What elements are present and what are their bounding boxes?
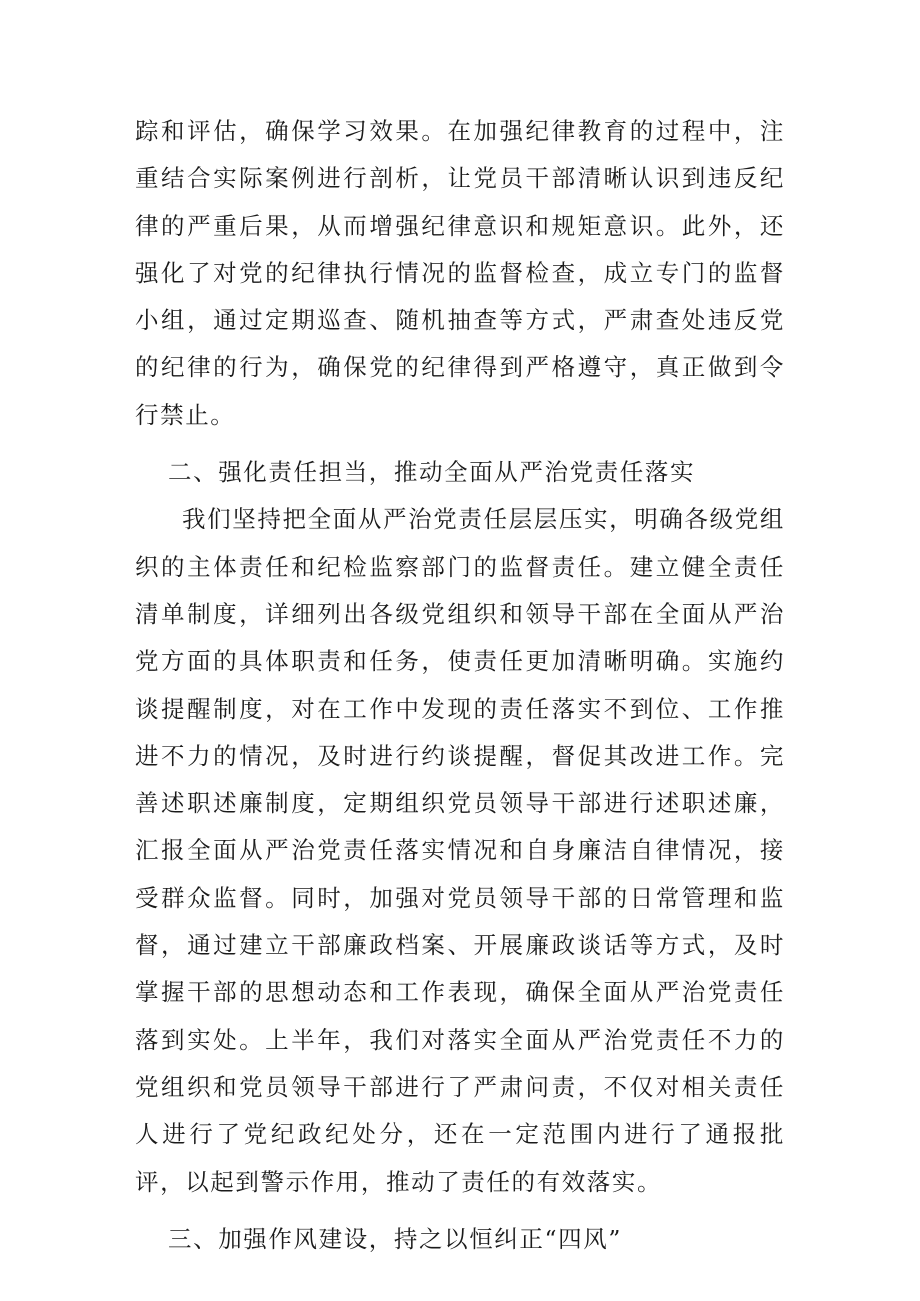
section-heading-2: 二、强化责任担当，推动全面从严治党责任落实 <box>168 458 696 487</box>
paragraph-body: 我们坚持把全面从严治党责任层层压实，明确各级党组织的主体责任和纪检监察部门的监督责任。建立健全责任清单制度，详细列出各级党组织和领导干部在全面从严治党方面的具体职责和任务，使责任更加清晰明确。实施约谈提醒制度，对在工作中发现的责任落实不到位、工作推进不力的情况，及时进行约谈提醒，督促其改进工作。完善述职述廉制度，定期组织党员领导干部进行述职述廉，汇报全面从严治党责任落实情况和自身廉洁自律情况，接受群众监督。同时，加强对党员领导干部的日常管理和监督，通过建立干部廉政档案、开展廉政谈话等方式，及时掌握干部的思想动态和工作表现，确保全面从严治党责任落到实处。上半年，我们对落实全面从严治党责任不力的党组织和党员领导干部进行了严肃问责，不仅对相关责任人进行了党纪政纪处分，还在一定范围内进行了通报批评，以起到警示作用，推动了责任的有效落实。 <box>135 505 785 1196</box>
section-heading-3: 三、加强作风建设，持之以恒纠正“四风” <box>168 1224 622 1253</box>
paragraph-continuation: 踪和评估，确保学习效果。在加强纪律教育的过程中，注重结合实际案例进行剖析，让党员干部清晰认识到违反纪律的严重后果，从而增强纪律意识和规矩意识。此外，还强化了对党的纪律执行情况的监督检查，成立专门的监督小组，通过定期巡查、随机抽查等方式，严肃查处违反党的纪律的行为，确保党的纪律得到严格遵守，真正做到令行禁止。 <box>135 117 785 429</box>
document-body <box>135 108 785 1263</box>
